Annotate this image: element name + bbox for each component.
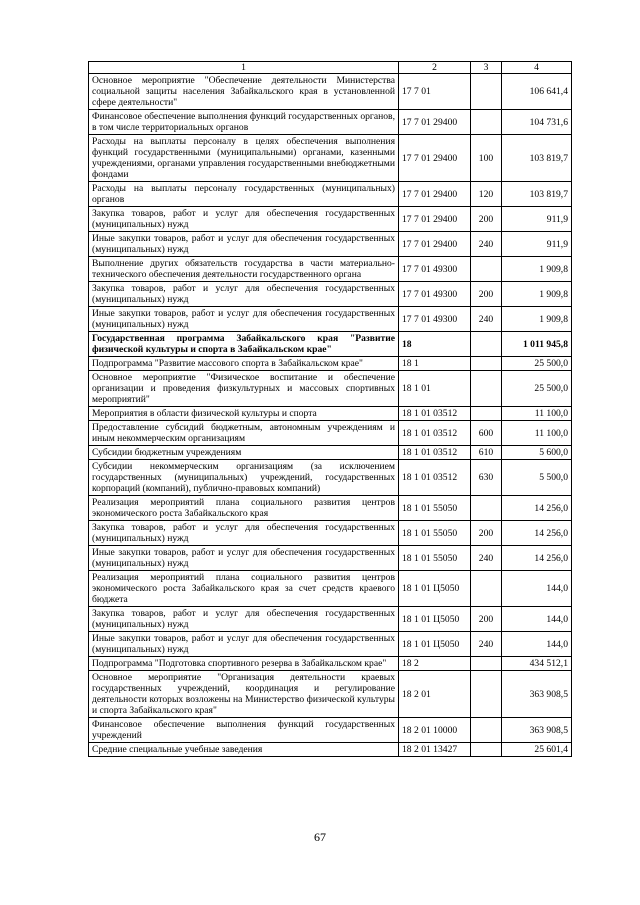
row-description: Субсидии некоммерческим организациям (за исключением государственных (муниципальных) учреждений, государственных корпораций (компаний), публично-правовых компаний)	[89, 460, 399, 496]
table-row	[89, 332, 572, 357]
header-cell-2: 2	[399, 62, 471, 74]
row-code: 18 1 01 55050	[399, 496, 471, 521]
table-row	[89, 571, 572, 607]
row-expense-type	[471, 496, 502, 521]
row-amount: 11 100,0	[502, 407, 572, 421]
row-expense-type	[471, 571, 502, 607]
row-description: Иные закупки товаров, работ и услуг для обеспечения государственных (муниципальных) нужд	[89, 307, 399, 332]
row-description: Закупка товаров, работ и услуг для обеспечения государственных (муниципальных) нужд	[89, 521, 399, 546]
row-description: Основное мероприятие "Физическое воспитание и обеспечение организации и проведения физкультурных и массовых спортивных мероприятий"	[89, 371, 399, 407]
row-code: 18 1 01 Ц5050	[399, 607, 471, 632]
table-row	[89, 718, 572, 743]
table-row	[89, 182, 572, 207]
table-row	[89, 207, 572, 232]
row-amount: 144,0	[502, 571, 572, 607]
row-description: Расходы на выплаты персоналу в целях обеспечения выполнения функций государственными (муниципальными) органами, казенными учреждениями, органами управления государственными внебюджетными фондами	[89, 135, 399, 182]
row-description: Закупка товаров, работ и услуг для обеспечения государственных (муниципальных) нужд	[89, 607, 399, 632]
row-amount: 103 819,7	[502, 182, 572, 207]
row-expense-type: 240	[471, 632, 502, 657]
row-description: Финансовое обеспечение выполнения функций государственных учреждений	[89, 718, 399, 743]
row-amount: 14 256,0	[502, 521, 572, 546]
row-description: Иные закупки товаров, работ и услуг для обеспечения государственных (муниципальных) нужд	[89, 632, 399, 657]
row-code: 18 1 01 03512	[399, 421, 471, 446]
row-amount: 363 908,5	[502, 718, 572, 743]
table-row	[89, 496, 572, 521]
row-amount: 25 500,0	[502, 357, 572, 371]
row-expense-type: 200	[471, 282, 502, 307]
row-description: Иные закупки товаров, работ и услуг для обеспечения государственных (муниципальных) нужд	[89, 232, 399, 257]
row-amount: 104 731,6	[502, 110, 572, 135]
row-code: 17 7 01 29400	[399, 110, 471, 135]
row-amount: 1 011 945,8	[502, 332, 572, 357]
table-row	[89, 546, 572, 571]
row-amount: 1 909,8	[502, 257, 572, 282]
row-code: 18 1 01 03512	[399, 460, 471, 496]
row-amount: 106 641,4	[502, 74, 572, 110]
row-amount: 103 819,7	[502, 135, 572, 182]
row-code: 17 7 01 29400	[399, 207, 471, 232]
row-expense-type: 630	[471, 460, 502, 496]
row-expense-type	[471, 407, 502, 421]
table-row	[89, 407, 572, 421]
row-code: 17 7 01 29400	[399, 232, 471, 257]
row-expense-type	[471, 718, 502, 743]
row-description: Предоставление субсидий бюджетным, автономным учреждениям и иным некоммерческим организациям	[89, 421, 399, 446]
row-code: 18 1 01 Ц5050	[399, 632, 471, 657]
row-expense-type: 240	[471, 307, 502, 332]
row-code: 18 1 01	[399, 371, 471, 407]
row-expense-type	[471, 74, 502, 110]
row-code: 17 7 01 49300	[399, 307, 471, 332]
row-expense-type: 610	[471, 446, 502, 460]
row-amount: 1 909,8	[502, 282, 572, 307]
row-description: Подпрограмма "Подготовка спортивного резерва в Забайкальском крае"	[89, 657, 399, 671]
row-amount: 5 500,0	[502, 460, 572, 496]
row-expense-type	[471, 357, 502, 371]
table-row	[89, 632, 572, 657]
row-amount: 11 100,0	[502, 421, 572, 446]
row-code: 17 7 01 29400	[399, 182, 471, 207]
row-code: 18	[399, 332, 471, 357]
row-description: Финансовое обеспечение выполнения функций государственных органов, в том числе территориальных органов	[89, 110, 399, 135]
header-cell-4: 4	[502, 62, 572, 74]
row-amount: 144,0	[502, 632, 572, 657]
row-amount: 911,9	[502, 207, 572, 232]
row-expense-type	[471, 657, 502, 671]
row-expense-type: 200	[471, 521, 502, 546]
row-description: Выполнение других обязательств государства в части материально-технического обеспечения деятельности государственного органа	[89, 257, 399, 282]
row-expense-type: 240	[471, 546, 502, 571]
row-expense-type: 200	[471, 207, 502, 232]
row-amount: 144,0	[502, 607, 572, 632]
row-description: Основное мероприятие "Обеспечение деятельности Министерства социальной защиты населения Забайкальского края в установленной сфере деятельности"	[89, 74, 399, 110]
header-cell-1: 1	[89, 62, 399, 74]
table-row	[89, 307, 572, 332]
row-code: 17 7 01 49300	[399, 282, 471, 307]
row-expense-type	[471, 371, 502, 407]
row-description: Реализация мероприятий плана социального развития центров экономического роста Забайкальского края за счет средств краевого бюджета	[89, 571, 399, 607]
row-code: 18 1 01 55050	[399, 546, 471, 571]
table-row	[89, 743, 572, 757]
row-amount: 434 512,1	[502, 657, 572, 671]
table-body	[89, 74, 572, 757]
row-description: Закупка товаров, работ и услуг для обеспечения государственных (муниципальных) нужд	[89, 282, 399, 307]
row-amount: 5 600,0	[502, 446, 572, 460]
table-row	[89, 74, 572, 110]
table-row	[89, 257, 572, 282]
table-row	[89, 110, 572, 135]
row-code: 18 1 01 Ц5050	[399, 571, 471, 607]
row-description: Закупка товаров, работ и услуг для обеспечения государственных (муниципальных) нужд	[89, 207, 399, 232]
row-code: 17 7 01 49300	[399, 257, 471, 282]
row-amount: 1 909,8	[502, 307, 572, 332]
budget-table	[88, 61, 572, 757]
table-row	[89, 671, 572, 718]
row-code: 18 2 01	[399, 671, 471, 718]
table-row	[89, 521, 572, 546]
table-row	[89, 460, 572, 496]
row-expense-type: 120	[471, 182, 502, 207]
row-description: Реализация мероприятий плана социального развития центров экономического роста Забайкальского края	[89, 496, 399, 521]
row-expense-type	[471, 257, 502, 282]
row-code: 18 1 01 55050	[399, 521, 471, 546]
table-row	[89, 232, 572, 257]
row-expense-type	[471, 332, 502, 357]
table-row	[89, 135, 572, 182]
table-row	[89, 421, 572, 446]
row-code: 18 2 01 10000	[399, 718, 471, 743]
row-code: 17 7 01 29400	[399, 135, 471, 182]
row-expense-type	[471, 743, 502, 757]
row-expense-type: 100	[471, 135, 502, 182]
row-code: 18 2	[399, 657, 471, 671]
table-header	[89, 62, 572, 74]
table-row	[89, 657, 572, 671]
table-row	[89, 357, 572, 371]
row-description: Мероприятия в области физической культуры и спорта	[89, 407, 399, 421]
row-description: Государственная программа Забайкальского края "Развитие физической культуры и спорта в Забайкальском крае"	[89, 332, 399, 357]
row-amount: 25 500,0	[502, 371, 572, 407]
row-amount: 14 256,0	[502, 496, 572, 521]
row-description: Подпрограмма "Развитие массового спорта в Забайкальском крае"	[89, 357, 399, 371]
page-number: 67	[314, 830, 326, 844]
row-amount: 25 601,4	[502, 743, 572, 757]
row-expense-type: 240	[471, 232, 502, 257]
row-amount: 911,9	[502, 232, 572, 257]
row-amount: 363 908,5	[502, 671, 572, 718]
header-cell-3: 3	[471, 62, 502, 74]
row-description: Субсидии бюджетным учреждениям	[89, 446, 399, 460]
row-expense-type	[471, 110, 502, 135]
row-code: 18 2 01 13427	[399, 743, 471, 757]
table-row	[89, 282, 572, 307]
row-expense-type: 600	[471, 421, 502, 446]
table-row	[89, 607, 572, 632]
row-description: Средние специальные учебные заведения	[89, 743, 399, 757]
row-code: 17 7 01	[399, 74, 471, 110]
row-code: 18 1 01 03512	[399, 407, 471, 421]
row-amount: 14 256,0	[502, 546, 572, 571]
row-code: 18 1	[399, 357, 471, 371]
row-description: Основное мероприятие "Организация деятельности краевых государственных учреждений, координация и регулирование деятельности которых возложены на Министерство физической культуры и спорта Забайкальского края"	[89, 671, 399, 718]
header-row	[89, 62, 572, 74]
row-code: 18 1 01 03512	[399, 446, 471, 460]
row-expense-type	[471, 671, 502, 718]
row-description: Расходы на выплаты персоналу государственных (муниципальных) органов	[89, 182, 399, 207]
table-row	[89, 371, 572, 407]
row-expense-type: 200	[471, 607, 502, 632]
row-description: Иные закупки товаров, работ и услуг для обеспечения государственных (муниципальных) нужд	[89, 546, 399, 571]
table-row	[89, 446, 572, 460]
